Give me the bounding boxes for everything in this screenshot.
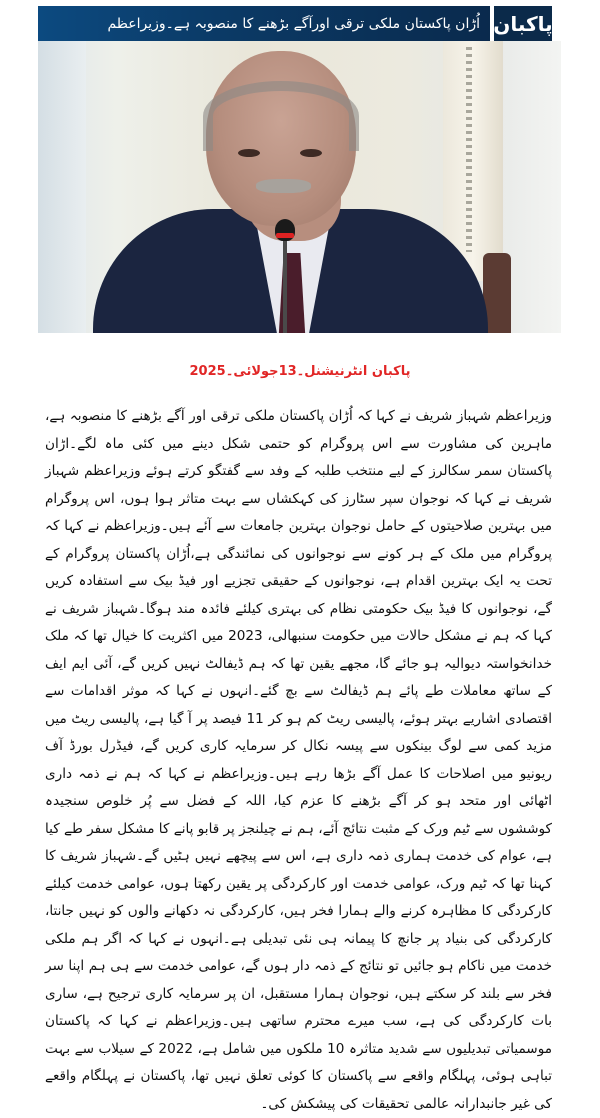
article-paragraph: وزیراعظم شہباز شریف نے کہا کہ اُڑان پاکستان ملکی ترقی اور آگے بڑھنے کا منصوبہ ہے، ماہرین کی مشاورت سے اس پروگرام کو حتمی شکل دینے میں کئی ماہ لگے۔اڑان پاکستان سمر سکالرز کے لیے منتخب طلبہ کے وفد سے گفتگو کرتے ہوئے وزیراعظم شہباز شریف نے کہا کہ نوجوان سپر سٹارز کی کہکشاں سے بہت متاثر ہوا ہوں، اس پروگرام میں بہترین صلاحیتوں کے حامل نوجوان بہترین جامعات سے آئے ہیں۔وزیراعظم نے کہا کہ پروگرام میں ملک کے ہر کونے سے نوجوانوں کی نمائندگی ہے،اُڑان پاکستان پروگرام کے تحت یہ ایک بہترین اقدام ہے، نوجوانوں کے حقیقی تجزیے اور فیڈ بیک سے استفادہ کریں گے، نوجوانوں کا فیڈ بیک حکومتی نظام کی بہتری کیلئے فائدہ مند ہوگا۔شہباز شریف نے کہا کہ ہم نے مشکل حالات میں حکومت سنبھالی، 2023 میں اکثریت کا خیال تھا کہ ملک خدانخواستہ دیوالیہ ہو جائے گا، مجھے یقین تھا کہ ہم ڈیفالٹ نہیں کریں گے، آئی ایم ایف کے ساتھ معاملات طے پائے ہم ڈیفالٹ سے بچ گئے۔انہوں نے کہا کہ موثر اقدامات سے اقتصادی اشاریے بہتر ہوئے، پالیسی ریٹ کم ہو کر 11 فیصد پر آ گیا ہے، پالیسی ریٹ میں مزید کمی سے لوگ بینکوں سے پیسہ نکال کر سرمایہ کاری کریں گے، فیڈرل بورڈ آف ریونیو میں اصلاحات کا عمل آگے بڑھا رہے ہیں۔وزیراعظم نے کہا کہ ہم نے ذمہ داری اٹھائی اور متحد ہو کر آگے بڑھنے کا عزم کیا، اللہ کے فضل سے پُر خلوص سنجیدہ کوششوں سے ٹیم ورک کے مثبت نتائج آئے، ہم نے چیلنجز پر قابو پانے کا مشکل سفر طے کیا ہے، عوام کی خدمت ہماری ذمہ داری ہے، اس سے پیچھے نہیں ہٹیں گے۔شہباز شریف کا کہنا تھا کہ ٹیم ورک، عوامی خدمت اور کارکردگی پر یقین رکھتا ہوں، عوامی خدمت کیلئے کارکردگی کا مظاہرہ کرنے والے ہمارا فخر ہیں، کارکردگی نہ دکھانے والوں کو نہیں جانتا، کارکردگی کی بنیاد پر جانچ کا پیمانہ ہی نئی تبدیلی ہے۔انہوں نے کہا کہ اگر ہم ملکی خدمت میں ناکام ہو جائیں تو نتائج کے ذمہ دار ہوں گے، عوامی خدمت سے ہی ہم اپنا سر فخر سے بلند کر سکتے ہیں، نوجوان ہمارا مستقبل، ان پر سرمایہ کاری ترجیح ہے، ساری بات کارکردگی کی ہے، سب میرے محترم ساتھی ہیں۔وزیراعظم نے کہا کہ پاکستان موسمیاتی تبدیلیوں سے شدید متاثرہ 10 ملکوں میں شامل ہے، 2022 کے سیلاب سے بہت تباہی ہوئی، پہلگام واقعے سے پاکستان کا کوئی تعلق نہیں تھا، پاکستان نے پہلگام واقعے کی غیر جانبدارانہ عالمی تحقیقات کی پیشکش کی۔ (45, 408, 552, 1112)
photo-hair (203, 81, 359, 151)
photo-wall (38, 41, 86, 333)
brand-logo[interactable]: پاکبان (494, 6, 552, 41)
photo-eye-left (238, 149, 260, 157)
photo-mustache (256, 179, 311, 193)
microphone-stem (283, 231, 287, 333)
masthead (38, 6, 552, 41)
news-photo (38, 41, 561, 333)
article-body (45, 403, 552, 1118)
photo-eye-right (300, 149, 322, 157)
photo-trim (466, 47, 472, 252)
dateline: پاکبان انٹرنیشنل۔13جولائی۔2025 (189, 364, 411, 379)
microphone-ring (276, 233, 294, 238)
headline: اُڑان پاکستان ملکی ترقی اورآگے بڑھنے کا منصوبہ ہے۔وزیراعظم (38, 6, 490, 41)
